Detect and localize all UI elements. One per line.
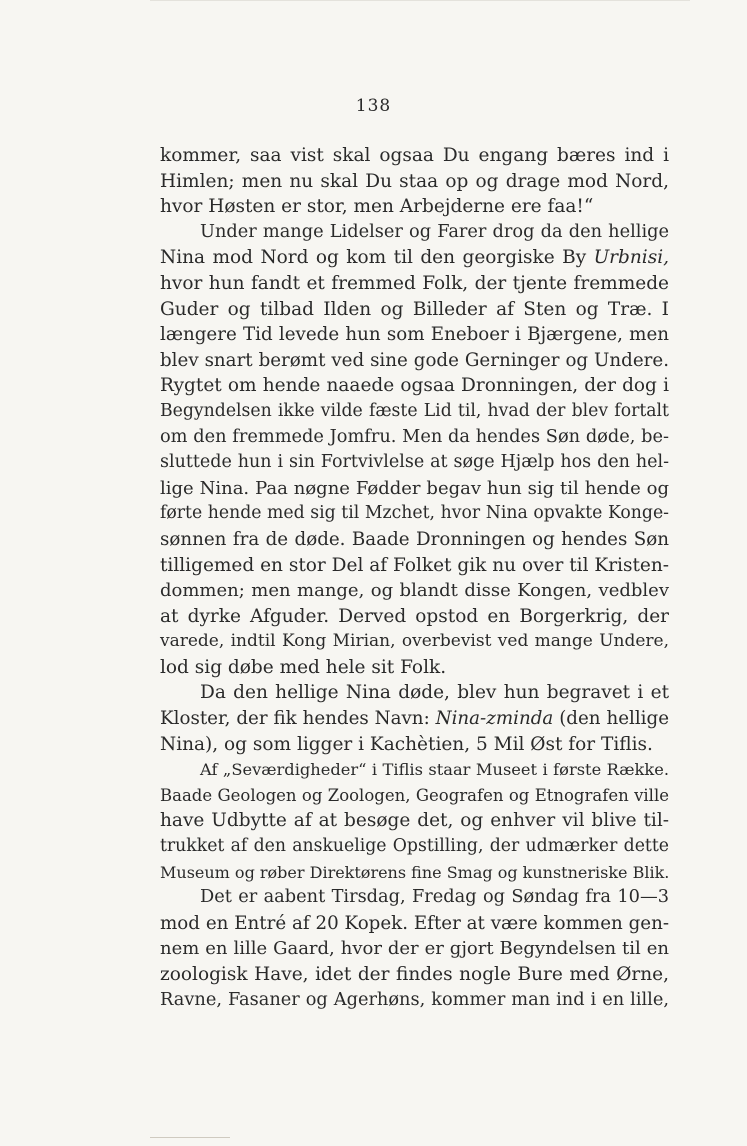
text-line: tilligemed en stor Del af Folket gik nu over til Kristen- (160, 554, 669, 576)
text-line: Da den hellige Nina døde, blev hun begravet i et (200, 682, 669, 704)
text-segment: Kloster, der fik hendes Navn: (160, 708, 436, 730)
text-line: længere Tid levede hun som Eneboer i Bjærgene, men (160, 324, 669, 346)
text-line: Af „Seværdigheder“ i Tiflis staar Museet i første Række. (200, 760, 669, 780)
text-line: zoologisk Have, idet der findes nogle Bure med Ørne, (160, 964, 669, 985)
text-line: Museum og røber Direktørens fine Smag og kunstneriske Blik. (160, 862, 670, 882)
body-text (160, 143, 669, 1013)
text-line: blev snart berømt ved sine gode Gerninger og Undere. (160, 349, 669, 371)
page-number: 138 (355, 96, 392, 116)
text-line: Nina), og som ligger i Kachètien, 5 Mil Øst for Tiflis. (160, 733, 653, 755)
text-line: sønnen fra de døde. Baade Dronningen og hendes Søn (160, 528, 669, 550)
text-line: Himlen; men nu skal Du staa op og drage mod Nord, (160, 170, 669, 192)
text-line: mod en Entré af 20 Kopek. Efter at være kommen gen- (160, 912, 669, 934)
text-line: om den fremmede Jomfru. Men da hendes Søn døde, be- (160, 426, 669, 447)
text-line (160, 245, 669, 271)
italic-place-name: Nina-zminda (435, 708, 554, 730)
text-line: lod sig døbe med hele sit Folk. (160, 656, 447, 678)
text-line: varede, indtil Kong Mirian, overbevist ved mange Undere, (160, 631, 669, 652)
text-line: Rygtet om hende naaede ogsaa Dronningen, der dog i (160, 375, 669, 397)
text-line (160, 706, 669, 732)
text-line: trukket af den anskuelige Opstilling, der udmærker dette (160, 836, 669, 857)
text-segment: Nina mod Nord og kom til den georgiske By (160, 247, 594, 269)
text-line: Baade Geologen og Zoologen, Geografen og Etnografen ville (160, 785, 669, 805)
text-line: hvor Høsten er stor, men Arbejderne ere faa!“ (160, 196, 594, 218)
text-line: kommer, saa vist skal ogsaa Du engang bæres ind i (160, 145, 669, 166)
text-line: nem en lille Gaard, hvor der er gjort Begyndelsen til en (160, 938, 669, 960)
italic-place-name: Urbnisi, (593, 247, 669, 269)
text-line: Ravne, Fasaner og Agerhøns, kommer man ind i en lille, (160, 989, 669, 1010)
top-edge-rule (150, 0, 690, 1)
text-line: førte hende med sig til Mzchet, hvor Nina opvakte Konge- (160, 503, 669, 524)
text-line: lige Nina. Paa nøgne Fødder begav hun sig til hende og (160, 477, 669, 499)
text-line: Det er aabent Tirsdag, Fredag og Søndag fra 10—3 (200, 887, 669, 908)
text-line: have Udbytte af at besøge det, og enhver vil blive til- (160, 810, 669, 832)
text-line: dommen; men mange, og blandt disse Kongen, vedblev (160, 580, 669, 602)
text-line: Under mange Lidelser og Farer drog da den hellige (200, 221, 669, 242)
bottom-edge-rule (150, 1137, 230, 1138)
text-segment: (den hellige (553, 708, 669, 730)
text-line: Begyndelsen ikke vilde fæste Lid til, hvad der blev fortalt (160, 400, 669, 421)
text-line: at dyrke Afguder. Derved opstod en Borgerkrig, der (160, 605, 669, 627)
text-line: hvor hun fandt et fremmed Folk, der tjente fremmede (160, 272, 669, 294)
text-line: Guder og tilbad Ilden og Billeder af Sten og Træ. I (160, 298, 669, 320)
text-line: sluttede hun i sin Fortvivlelse at søge Hjælp hos den hel- (160, 452, 669, 473)
